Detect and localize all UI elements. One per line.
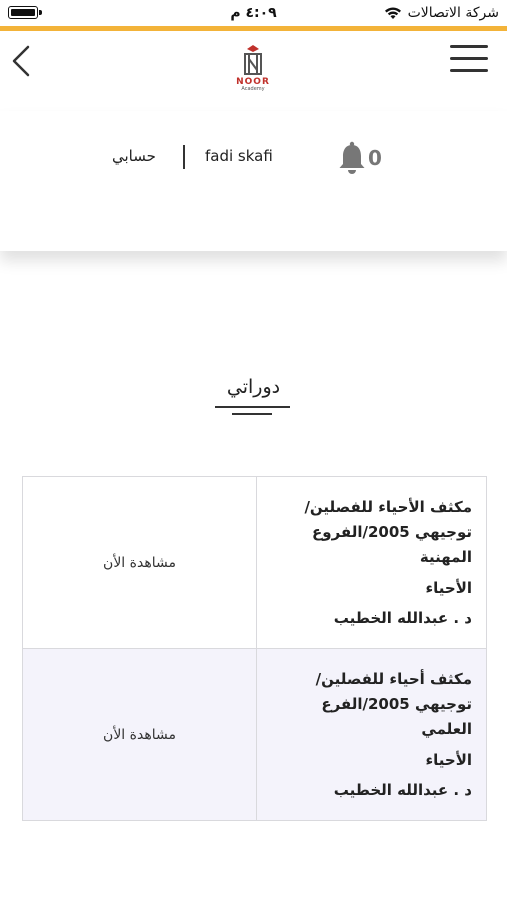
status-carrier	[384, 5, 499, 21]
top-bar	[0, 31, 507, 111]
username: fadi skafi	[205, 147, 273, 165]
user-bar-divider	[183, 145, 185, 169]
page-title: دوراتي	[226, 376, 281, 398]
table-row	[23, 477, 487, 649]
menu-button[interactable]	[450, 45, 490, 73]
bell-icon	[338, 141, 366, 175]
notifications-button[interactable]	[338, 141, 382, 175]
back-button[interactable]	[8, 41, 38, 81]
watch-now-button[interactable]: مشاهدة الأن	[23, 477, 257, 649]
logo-icon	[233, 43, 273, 77]
courses-table	[22, 476, 487, 821]
carrier-label: شركة الاتصالات	[407, 5, 499, 21]
wifi-icon	[384, 6, 402, 20]
logo-text: NOOR	[236, 77, 270, 87]
title-underline	[215, 406, 290, 418]
user-bar	[0, 111, 507, 251]
back-icon	[8, 41, 38, 81]
logo-subtext: Academy	[241, 86, 265, 92]
logo	[233, 43, 273, 93]
notification-count: 0	[368, 146, 382, 170]
status-bar	[0, 0, 507, 26]
course-info	[257, 649, 487, 821]
watch-now-button[interactable]: مشاهدة الأن	[23, 649, 257, 821]
course-info	[257, 477, 487, 649]
course-subject: الأحياء	[425, 578, 472, 597]
course-name: مكثف أحياء للفصلين/ توجيهي 2005/الفرع العلمي	[315, 669, 472, 738]
table-row	[23, 649, 487, 821]
course-teacher: د . عبدالله الخطيب	[333, 780, 472, 799]
account-link[interactable]: حسابي	[112, 147, 156, 165]
course-teacher: د . عبدالله الخطيب	[333, 608, 472, 627]
course-name: مكثف الأحياء للفصلين/ توجيهي 2005/الفروع المهنية	[304, 497, 472, 566]
course-subject: الأحياء	[425, 750, 472, 769]
status-time: ٤:٠٩ م	[230, 5, 277, 21]
